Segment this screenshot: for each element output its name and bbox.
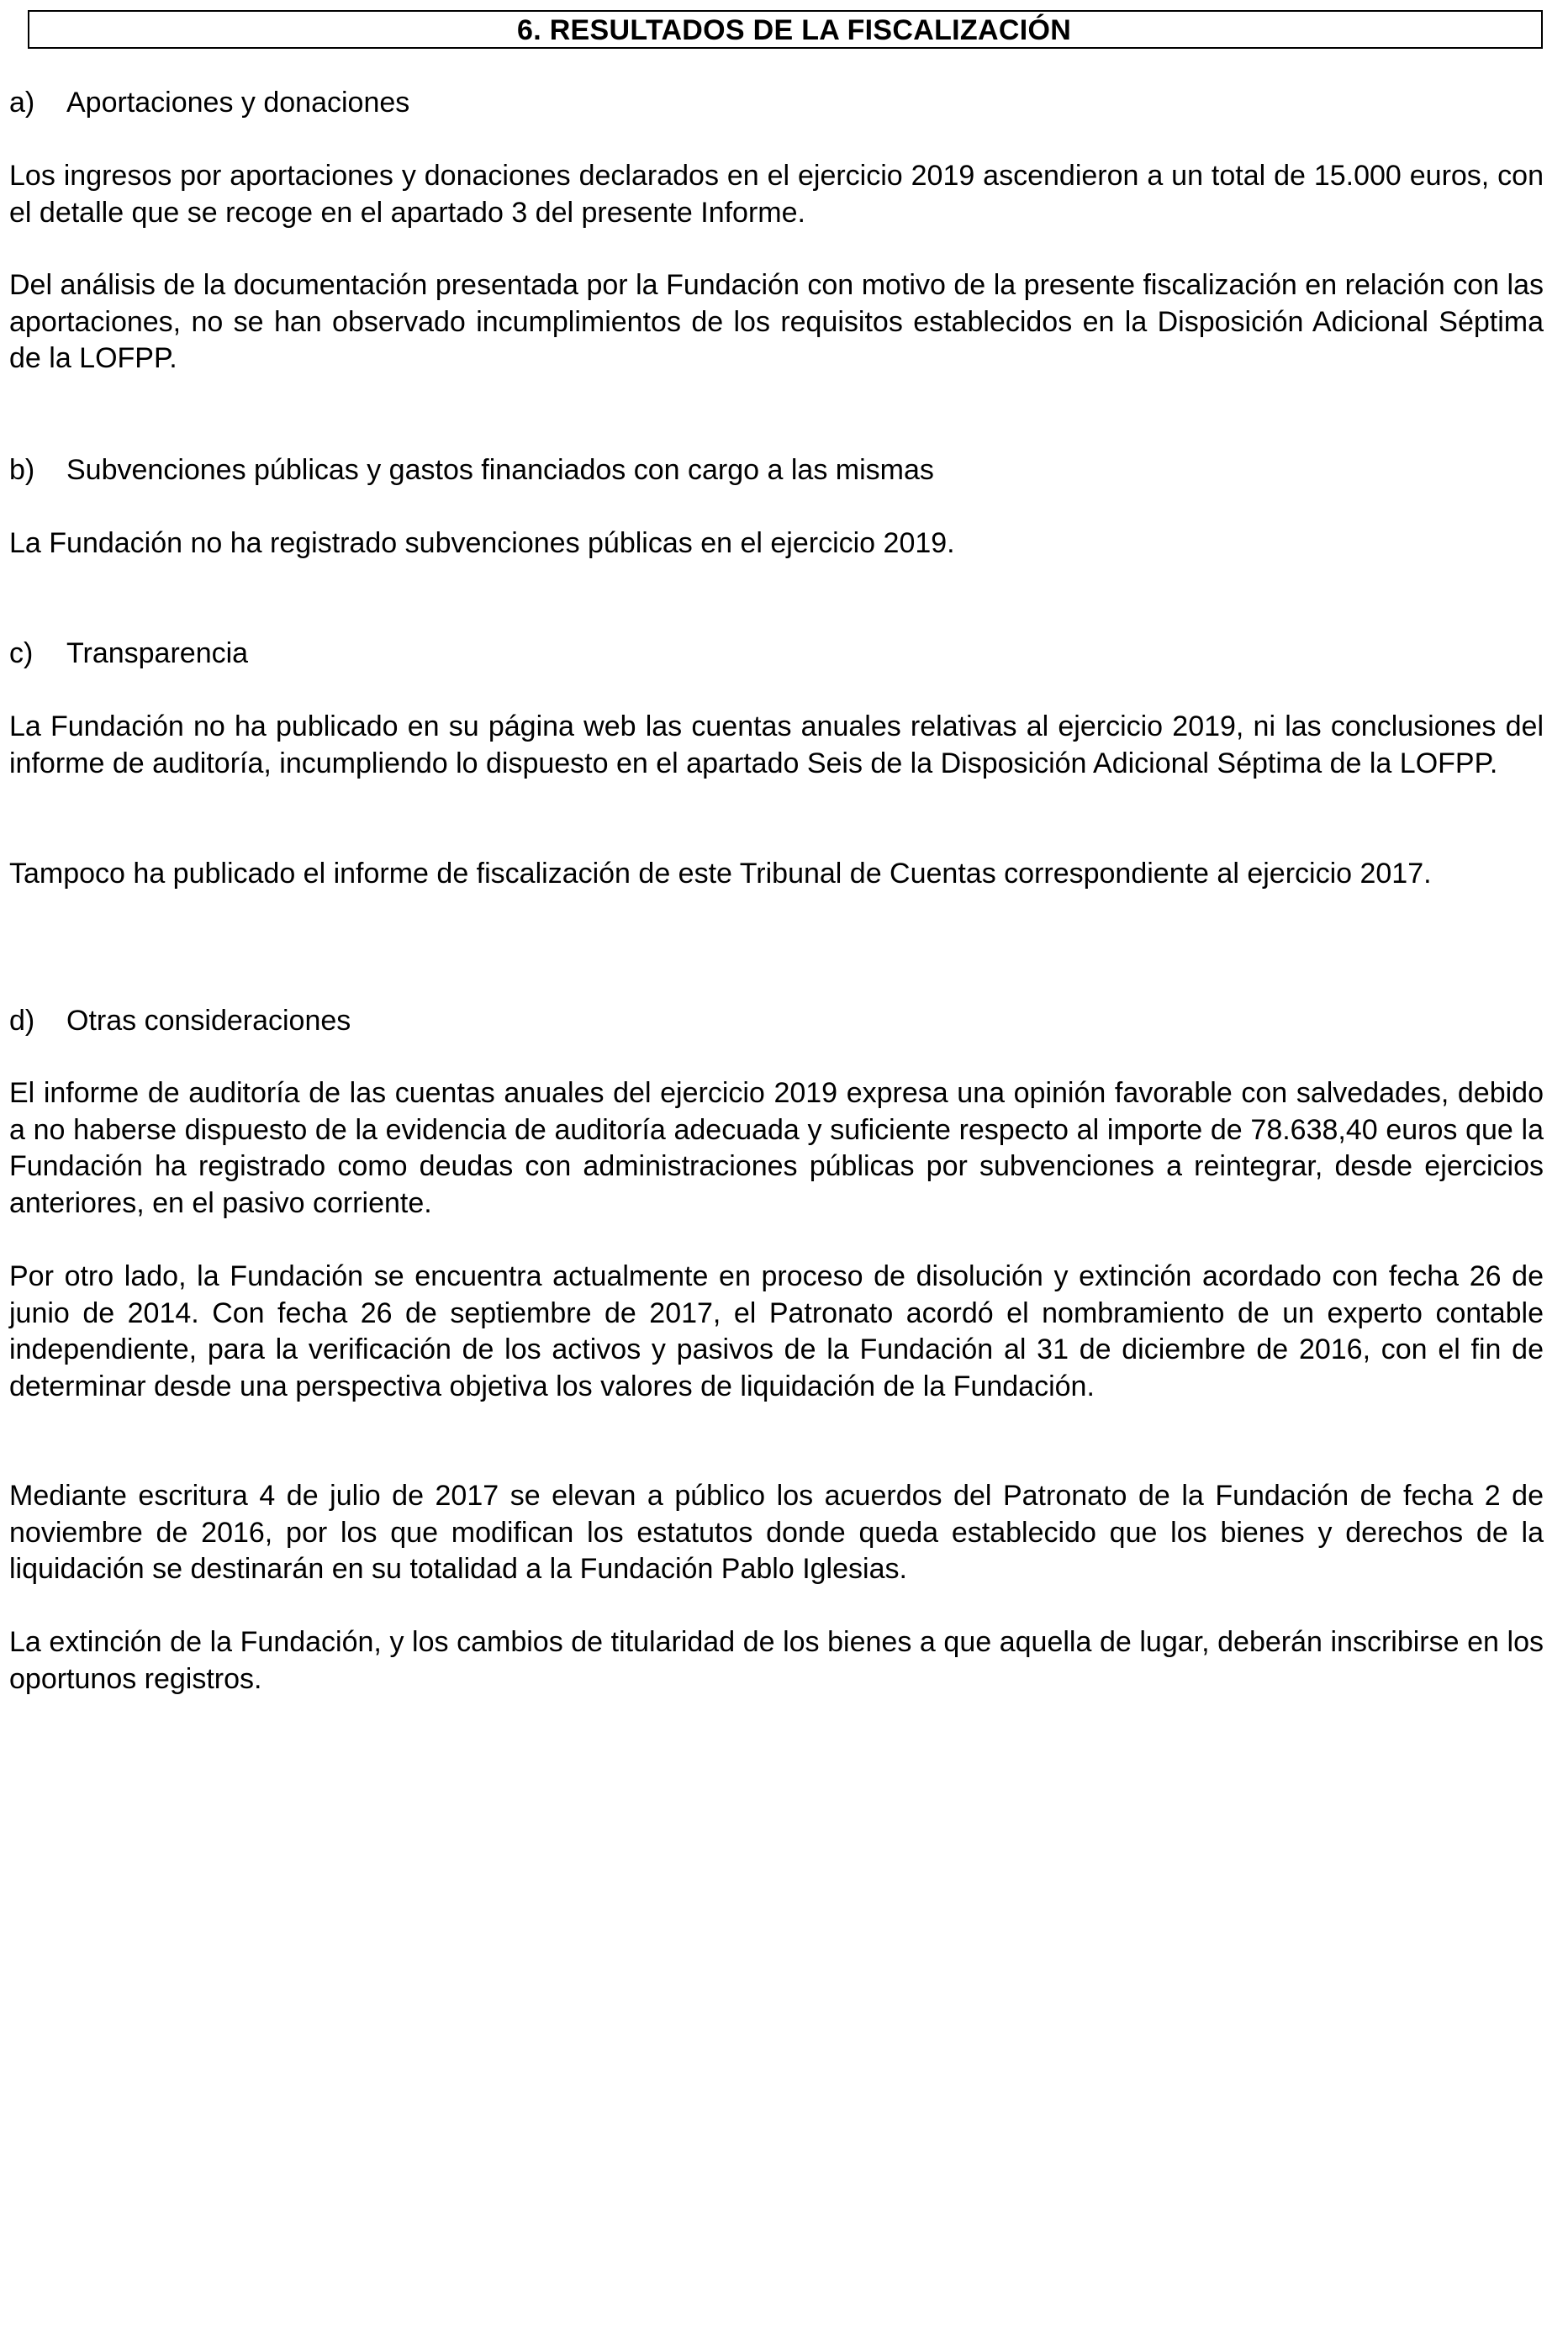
section-a-heading — [9, 84, 409, 121]
section-b-heading — [9, 451, 934, 488]
section-title: 6. RESULTADOS DE LA FISCALIZACIÓN — [517, 14, 1072, 46]
section-d-paragraph-1: El informe de auditoría de las cuentas anuales del ejercicio 2019 expresa una opinión favorable con salvedades, debido a no haberse dispuesto de la evidencia de auditoría adecuada y suficiente respecto al importe de 78.638,40 euros que la Fundación ha registrado como deudas con administraciones públicas por subvenciones a reintegrar, desde ejercicios anteriores, en el pasivo corriente. — [9, 1077, 1544, 1219]
section-d-paragraph-2: Por otro lado, la Fundación se encuentra actualmente en proceso de disolución y extinción acordado con fecha 26 de junio de 2014. Con fecha 26 de septiembre de 2017, el Patronato acordó el nombramiento de un experto contable independiente, para la verificación de los activos y pasivos de la Fundación al 31 de diciembre de 2016, con el fin de determinar desde una perspectiva objetiva los valores de liquidación de la Fundación. — [9, 1260, 1544, 1402]
section-a-paragraph-1: Los ingresos por aportaciones y donaciones declarados en el ejercicio 2019 ascendieron a un total de 15.000 euros, con el detalle que se recoge en el apartado 3 del presente Informe. — [9, 160, 1544, 229]
section-title-box — [28, 10, 1543, 49]
section-c-letter: c) — [9, 637, 34, 669]
section-c-title: Transparencia — [66, 637, 249, 669]
section-b-letter: b) — [9, 454, 35, 486]
section-c-paragraph-1: La Fundación no ha publicado en su página web las cuentas anuales relativas al ejercicio 2019, ni las conclusiones del informe de auditoría, incumpliendo lo dispuesto en el apartado Seis de la Disposición Adicional Séptima de la LOFPP. — [9, 710, 1544, 779]
section-d-letter: d) — [9, 1005, 35, 1037]
section-b-paragraph-1: La Fundación no ha registrado subvenciones públicas en el ejercicio 2019. — [9, 527, 955, 559]
section-a-title: Aportaciones y donaciones — [66, 87, 410, 119]
section-a-letter: a) — [9, 87, 35, 119]
section-c-paragraph-2: Tampoco ha publicado el informe de fiscalización de este Tribunal de Cuentas correspondiente al ejercicio 2017. — [9, 858, 1432, 890]
section-d-paragraph-4: La extinción de la Fundación, y los cambios de titularidad de los bienes a que aquella de lugar, deberán inscribirse en los oportunos registros. — [9, 1626, 1544, 1695]
section-b-title: Subvenciones públicas y gastos financiados con cargo a las mismas — [66, 454, 934, 486]
section-d-heading — [9, 1002, 351, 1039]
section-a-paragraph-2: Del análisis de la documentación presentada por la Fundación con motivo de la presente fiscalización en relación con las aportaciones, no se han observado incumplimientos de los requisitos establecidos en la Disposición Adicional Séptima de la LOFPP. — [9, 269, 1544, 374]
section-d-paragraph-3: Mediante escritura 4 de julio de 2017 se elevan a público los acuerdos del Patronato de la Fundación de fecha 2 de noviembre de 2016, por los que modifican los estatutos donde queda establecido que los bienes y derechos de la liquidación se destinarán en su totalidad a la Fundación Pablo Iglesias. — [9, 1480, 1544, 1585]
section-d-title: Otras consideraciones — [66, 1005, 351, 1037]
section-c-heading — [9, 635, 248, 672]
